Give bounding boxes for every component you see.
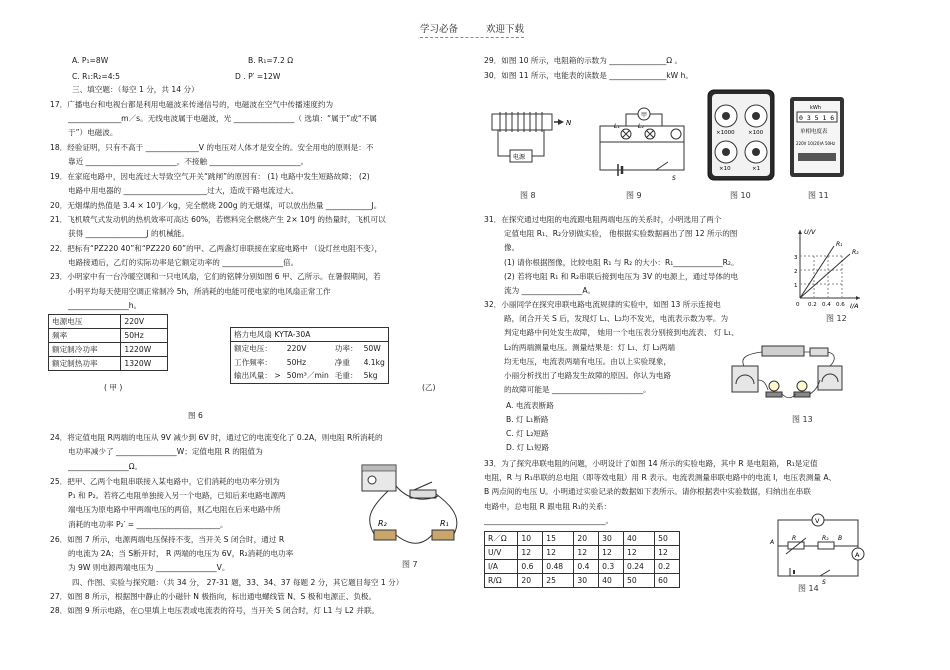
meter-circle-icon (671, 129, 681, 139)
table-cell: 毛重： (332, 370, 361, 384)
table-cell: R/Ω (485, 574, 518, 588)
table-cell: 12 (599, 546, 624, 560)
section-heading-4: 四、作图、实验与探究题：（共 34 分， 27-31 题，33、34、37 每题 2 分，其它题目每空 1 分） (72, 578, 404, 587)
q27-line1: 27．如图 8 所示，根据图中静止的小磁针 N 极指向，标出通电螺线管 N、S 极和电源正、负极。 (50, 592, 377, 601)
q32-option-a: A. 电流表断路 (506, 401, 554, 410)
q17-line3: 于”）电磁波。 (68, 128, 118, 137)
q25-line3: 端电压为原电路中甲两端电压的两倍，则乙电阻在后来电路中所 (68, 505, 281, 514)
q28-line1: 28．如图 9 所示电路，在○里填上电压表或电流表的符号，当开关 S 闭合时，灯 L1 与 L2 并联。 (50, 606, 380, 615)
q33-line1: 33．为了探究串联电阻的问题，小明设计了如图 14 所示的实验电路，其中 R 是电阻箱， R₁是定值 (484, 459, 818, 468)
y-tick-label: 2 (794, 269, 798, 275)
table-cell: 额定制冷功率 (49, 343, 121, 357)
resistor-r2-icon (818, 542, 834, 549)
q31-line3: 像。 (504, 243, 520, 252)
fig6-caption: 图 6 (188, 411, 203, 420)
q31-part2: (2) 若将电阻 R₁ 和 R₂串联后接到电压为 3V 的电源上，通过导体的电 (504, 272, 739, 281)
knob-icon (368, 476, 376, 484)
table-cell: 30 (574, 574, 599, 588)
table-cell: 20 (574, 532, 599, 546)
fig11-energy-meter (788, 95, 846, 180)
dial-label: ×10 (719, 166, 731, 172)
q33-line5: ________________________________。 (484, 516, 614, 525)
unit-label: kWh (810, 105, 822, 111)
voltmeter-icon (818, 366, 842, 390)
table-cell: 25 (543, 574, 574, 588)
table-cell: 12 (655, 546, 680, 560)
q23-line1: 23．小明家中有一台冷暖空调和一只电风扇，它们的铭牌分别如图 6 甲、乙所示。在暑假期间，若 (50, 272, 381, 281)
q32-line7: 的故障可能是 ________________________。 (504, 385, 651, 394)
battery-pack-icon (762, 346, 804, 356)
aircon-nameplate-table (48, 314, 168, 371)
fig6-left-label: ( 甲 ) (104, 383, 123, 392)
table-cell: 0.2 (655, 560, 680, 574)
table-cell: 15 (543, 532, 574, 546)
terminal-block (798, 153, 836, 161)
switch-label: S (672, 175, 676, 182)
fig10-caption: 图 10 (730, 191, 751, 200)
resistor-r2-icon (374, 530, 396, 540)
q17-line1: 17．广播电台和电视台都是利用电磁波来传递信号的，电磁波在空气中传播速度约为 (50, 100, 334, 109)
q25-line1: 25．把甲、乙两个电阻串联接入某电路中，它们消耗的电功率分别为 (50, 477, 280, 486)
q19-line2: 电路中用电器的 ______________________过大，造成干路电流过大。 (68, 186, 299, 195)
q29-line1: 29．如图 10 所示，电阻箱的示数为 _______________Ω 。 (484, 56, 683, 65)
q24-line3: ________________Ω。 (68, 462, 143, 471)
option-d: D . P′ =12W (235, 72, 281, 81)
table-cell: 12 (623, 546, 654, 560)
r2-label: R₂ (822, 535, 829, 542)
table-cell: 额定制热功率 (49, 357, 121, 371)
q32-option-b: B. 灯 L₁断路 (506, 415, 549, 424)
fig14-caption: 图 14 (798, 584, 819, 593)
compass-needle-icon (558, 119, 564, 125)
q32-line4: L₂的两端测量电压。测量结果是：灯 L₁、灯 L₂两端 (504, 343, 675, 352)
q32-line6: 小丽分析找出了电路发生故障的原因。你认为电路 (504, 371, 672, 380)
table-cell: 40 (599, 574, 624, 588)
table-cell: 0.6 (518, 560, 543, 574)
q24-line2: 电功率减少了 ________________W；定值电阻 R 的阻值为 (68, 447, 263, 456)
r1-label: R₁ (440, 519, 449, 528)
q32-line5: 均无电压，电流表两端有电压。由以上实验现象， (504, 357, 672, 366)
resistor-r1-icon (432, 530, 454, 540)
r1-label: R₁ (836, 241, 843, 248)
table-cell: 频率 (49, 329, 121, 343)
section-heading-3: 三、填空题：（每空 1 分，共 14 分） (72, 85, 199, 94)
q18-line2: 靠近 ________________________，不接触 ________________________。 (68, 157, 309, 166)
table-cell: 12 (543, 546, 574, 560)
switch-label: S (822, 579, 826, 586)
q20-line1: 20．无烟煤的热值是 3.4 × 10⁷J／kg，完全燃烧 200g 的无烟煤，可以放出热量 ____________J。 (50, 201, 382, 210)
q25-line2: P₁ 和 P₂。若将乙电阻单独接入另一个电路，已知后来电路电源两 (68, 491, 286, 500)
q26-line3: 为 9W 则电源两端电压为 ________________V。 (68, 563, 230, 572)
dial-label: ×1 (752, 166, 761, 172)
table-cell: 0.4 (574, 560, 599, 574)
n-pole-label: N (566, 119, 572, 127)
header-divider (420, 37, 524, 38)
q33-line2: 电阻，R 与 R₁串联的总电阻（即等效电阻）用 R 表示。电流表测量串联电路中的电流 I，电压表测量 A、 (484, 473, 837, 482)
table-title: 格力电风扇 KYTA-30A (231, 328, 389, 342)
table-cell: 1220W (121, 343, 168, 357)
q32-line3: 判定电路中何处发生故障， 她用一个电压表分别接到电流表、 灯 L₁、 (504, 328, 739, 337)
point-b-label: B (838, 535, 843, 542)
fig12-ui-graph (790, 226, 862, 308)
fig7-circuit-diagram (348, 460, 468, 560)
x-tick-label: 0.4 (822, 302, 831, 308)
y-tick-label: 3 (794, 255, 798, 261)
q26-line1: 26．如图 7 所示，电源两端电压保持不变，当开关 S 闭合时，通过 R (50, 535, 285, 544)
q32-line2: 路，闭合开关 S 后，发现灯 L₁、L₂均不发光，电流表示数为零。为 (504, 314, 729, 323)
l2-label: L₂ (638, 123, 644, 130)
table-cell: 50 (623, 574, 654, 588)
meter-name: 单相电度表 (800, 129, 828, 135)
source-label: 电源 (513, 154, 526, 161)
q31-line2: 定值电阻 R₁、R₂分别做实验， 他根据实验数据画出了图 12 所示的图 (504, 229, 738, 238)
q31-part1: (1) 请你根据图像，比较电阻 R₁ 与 R₂ 的大小：R₁_____________R₂。 (504, 258, 739, 267)
table-cell: 0.48 (543, 560, 574, 574)
x-tick-label: 0 (796, 302, 800, 308)
table-cell: 12 (574, 546, 599, 560)
x-axis-label: I/A (850, 302, 859, 310)
fig12-caption: 图 12 (826, 314, 847, 323)
table-cell: 0.24 (623, 560, 654, 574)
meter-label: 甲 (641, 112, 648, 119)
table-cell: 220V (284, 342, 332, 356)
fan-nameplate-table (230, 327, 389, 384)
q33-data-table (484, 531, 680, 588)
option-c: C. R₁:R₂=4:5 (72, 72, 120, 81)
q21-line1: 21．飞机喷气式发动机的热机效率可高达 60%，若燃料完全燃烧产生 2× 10⁸J 的热量时，飞机可以 (50, 215, 386, 224)
q25-line4: 消耗的电功率 P₂′ = ______________________。 (68, 520, 228, 529)
fig8-solenoid-diagram (488, 100, 572, 180)
lamp-l1-icon (769, 381, 779, 391)
table-cell: 净重 (334, 357, 350, 367)
fig10-resistance-box (706, 88, 776, 182)
q18-line1: 18．经验证明，只有不高于 ______________V 的电压对人体才是安全的。安全用电的原则是：不 (50, 143, 374, 152)
q22-line2: 电路接通后，乙灯的实际功率是它额定功率的 ________________倍。 (68, 258, 299, 267)
dial-label: ×1000 (716, 130, 735, 136)
q31-line1: 31．在探究通过电阻的电流跟电阻两端电压的关系时，小明选用了两个 (484, 215, 722, 224)
v-label: V (815, 517, 820, 525)
table-cell: 工作频率： (231, 356, 284, 370)
table-cell: 1320W (121, 357, 168, 371)
r2-label: R₂ (852, 249, 859, 256)
q17-line2: ______________m／s。无线电波属于电磁波，光 ________________（ 选填：“属于”或“不属 (68, 114, 377, 123)
table-cell: 40 (623, 532, 654, 546)
table-cell: R／Ω (485, 532, 518, 546)
table-cell: 50m³／min (284, 370, 332, 384)
fig6-right-label: (乙) (422, 383, 436, 392)
q22-line1: 22．把标有“PZ220 40”和“PZ220 60”的甲、乙两盏灯串联接在家庭电路中 （设灯丝电阻不变）， (50, 244, 383, 253)
coil-windings (500, 112, 542, 132)
table-cell: 50Hz (286, 357, 307, 367)
fig14-circuit-diagram (768, 510, 864, 586)
table-cell: 60 (655, 574, 680, 588)
switch-icon (810, 348, 828, 356)
r-label: R (792, 535, 797, 542)
y-axis-label: U/V (804, 228, 816, 236)
fig11-caption: 图 11 (808, 191, 829, 200)
q23-line2: 小明平均每天使用空调正常制冷 5h，所消耗的电能可使电家的电风扇正常工作 (68, 287, 331, 296)
table-cell: 功率： (332, 342, 361, 356)
table-cell: 0.3 (599, 560, 624, 574)
l1-label: L₁ (614, 123, 620, 130)
table-cell: 50W (361, 342, 389, 356)
point-a-label: A (770, 539, 775, 546)
table-cell: 30 (599, 532, 624, 546)
table-cell: U/V (485, 546, 518, 560)
table-cell: I/A (485, 560, 518, 574)
meter-spec: 220V 10(20)A 50Hz (796, 141, 836, 146)
q21-line2: 获得 ________________J 的机械能。 (68, 229, 189, 238)
table-cell: 50 (655, 532, 680, 546)
dial-label: ×100 (748, 130, 764, 136)
table-cell: 20 (518, 574, 543, 588)
q32-option-d: D. 灯 L₁短路 (506, 443, 550, 452)
r2-label: R₂ (378, 519, 387, 528)
fig7-caption: 图 7 (402, 560, 418, 569)
header-left-text: 学习必备 (420, 24, 459, 35)
lamp-l2-icon (797, 381, 807, 391)
q24-line1: 24．将定值电阻 R两端的电压从 9V 减少到 6V 时，通过它的电流变化了 0.2A，则电阻 R所消耗的 (50, 433, 383, 442)
fig8-caption: 图 8 (520, 191, 536, 200)
fig13-series-circuit (726, 340, 846, 412)
table-cell: 电源电压 (49, 315, 121, 329)
meter-reading: 0 3 5 1 6 (799, 114, 835, 122)
switch-icon (410, 490, 436, 498)
q33-line3: B 两点间的电压 U。小明通过实验记录的数据如下表所示。请你根据表中实验数据，归纳出在串联 (484, 487, 811, 496)
y-tick-label: 1 (794, 283, 798, 289)
table-cell: 输出风量： > (231, 370, 284, 384)
q26-line2: 的电流为 2A；当 S断开时， R 两端的电压为 6V，R₂消耗的电功率 (68, 549, 294, 558)
q32-option-c: C. 灯 L₂短路 (506, 429, 549, 438)
a-label: A (855, 551, 860, 559)
header-right-text: 欢迎下载 (486, 24, 525, 35)
table-cell: 4.1kg (361, 356, 389, 370)
fig13-caption: 图 13 (792, 415, 813, 424)
x-tick-label: 0.6 (836, 302, 845, 308)
q31-part2b: 流为 ________________A。 (504, 286, 596, 295)
table-cell: 额定电压： (231, 342, 284, 356)
fig9-circuit-diagram (596, 106, 688, 182)
table-cell: 50Hz (121, 329, 168, 343)
ammeter-icon (732, 366, 758, 392)
option-a: A. P₁=8W (72, 56, 109, 65)
q23-line3: ________________h。 (68, 301, 142, 310)
q32-line1: 32．小丽同学在探究串联电路电流规律的实验中，如图 13 所示连接电 (484, 300, 721, 309)
q33-line4: 电路中，总电阻 R 跟电阻 R₁的关系： (484, 502, 612, 511)
fig9-caption: 图 9 (626, 191, 642, 200)
q19-line1: 19．在家庭电路中，因电流过大导致空气开关“跳闸”的原因有： (1) 电路中发生短路故障； (2) (50, 172, 370, 181)
option-b: B. R₁=7.2 Ω (248, 56, 294, 65)
table-cell: 220V (121, 315, 168, 329)
table-cell: 10 (518, 532, 543, 546)
table-cell: 5kg (361, 370, 389, 384)
q30-line1: 30．如图 11 所示，电能表的读数是 _______________kW h。 (484, 71, 693, 80)
table-cell: 12 (518, 546, 543, 560)
x-tick-label: 0.2 (808, 302, 817, 308)
